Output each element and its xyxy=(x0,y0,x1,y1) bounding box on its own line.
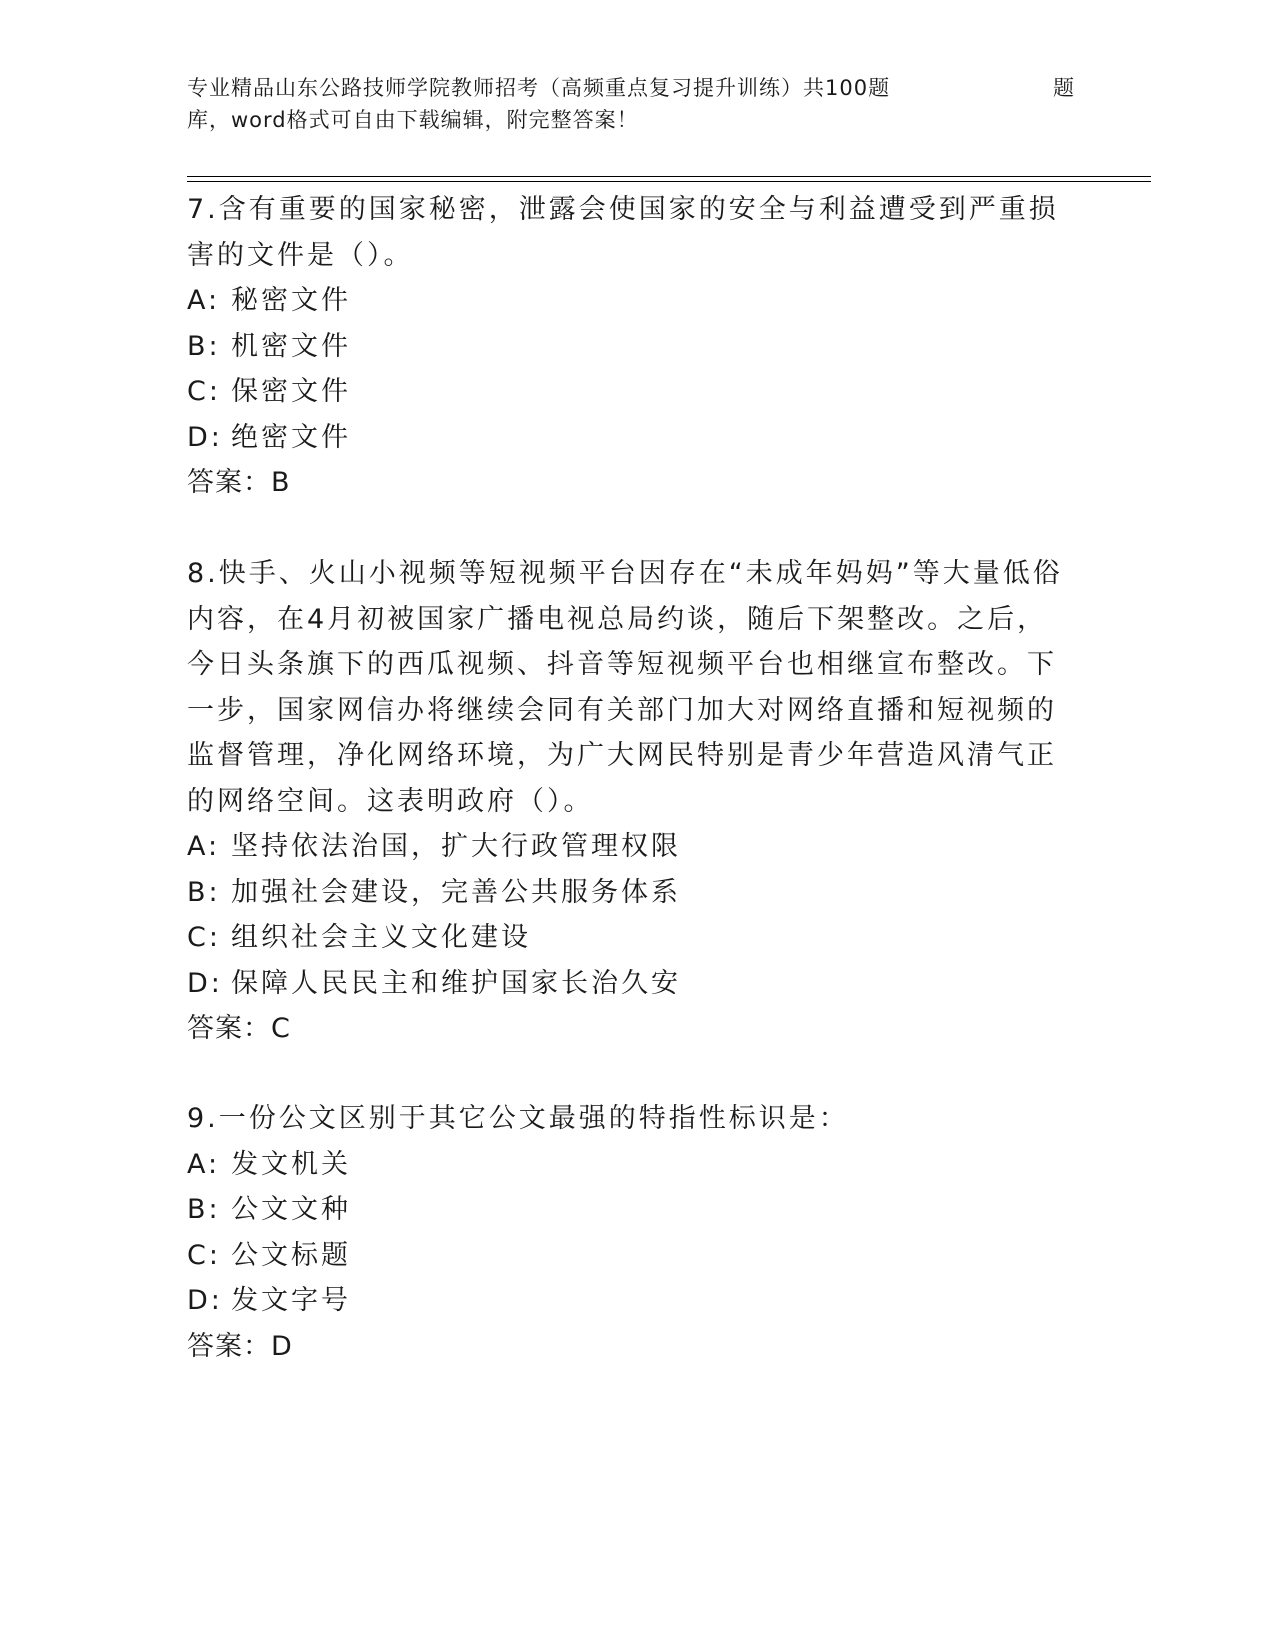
option-d xyxy=(187,415,1067,461)
answer-key: 答案：D xyxy=(187,1330,293,1362)
option-label: A: xyxy=(187,831,221,862)
header-line-1 xyxy=(187,72,1087,104)
page-header xyxy=(187,72,1087,136)
question-8 xyxy=(187,551,1067,1052)
option-text: 公文标题 xyxy=(231,1239,351,1271)
header-title: 专业精品山东公路技师学院教师招考（高频重点复习提升训练）共100题 xyxy=(187,76,891,100)
header-divider-top xyxy=(187,176,1151,177)
option-label: B: xyxy=(187,1194,221,1225)
option-text: 秘密文件 xyxy=(231,285,351,316)
option-label: B: xyxy=(187,330,221,362)
header-title-tail: 题 xyxy=(1053,76,1075,100)
option-text: 绝密文件 xyxy=(231,421,351,453)
option-a xyxy=(187,278,1067,324)
option-text: 保密文件 xyxy=(231,376,351,407)
option-text: 发文字号 xyxy=(231,1285,351,1316)
question-7 xyxy=(187,187,1067,506)
question-stem: 8.快手、火山小视频等短视频平台因存在“未成年妈妈”等大量低俗内容，在4月初被国家广播电视总局约谈，随后下架整改。之后，今日头条旗下的西瓜视频、抖音等短视频平台也相继宣布整改。下一步，国家网信办将继续会同有关部门加大对网络直播和短视频的监督管理，净化网络环境，为广大网民特别是青少年营造风清气正的网络空间。这表明政府（）。 xyxy=(187,558,1063,817)
option-text: 坚持依法治国，扩大行政管理权限 xyxy=(231,831,681,862)
option-a xyxy=(187,824,1067,870)
question-stem: 7.含有重要的国家秘密，泄露会使国家的安全与利益遭受到严重损害的文件是（）。 xyxy=(187,194,1059,271)
option-text: 加强社会建设，完善公共服务体系 xyxy=(231,876,681,908)
header-divider-bottom xyxy=(187,181,1151,182)
option-text: 机密文件 xyxy=(231,330,351,362)
option-d xyxy=(187,1278,1067,1324)
option-label: D: xyxy=(187,421,223,453)
option-label: A: xyxy=(187,285,221,316)
option-a xyxy=(187,1142,1067,1188)
option-text: 保障人民民主和维护国家长治久安 xyxy=(231,967,681,999)
option-c xyxy=(187,915,1067,961)
answer-key: 答案：B xyxy=(187,467,291,498)
option-b xyxy=(187,324,1067,370)
question-stem: 9.一份公文区别于其它公文最强的特指性标识是： xyxy=(187,1103,849,1134)
question-9 xyxy=(187,1096,1067,1369)
option-c xyxy=(187,369,1067,415)
option-label: B: xyxy=(187,876,221,908)
option-label: A: xyxy=(187,1148,221,1180)
option-b xyxy=(187,870,1067,916)
answer-key: 答案：C xyxy=(187,1013,291,1044)
option-d xyxy=(187,961,1067,1007)
option-label: D: xyxy=(187,967,223,999)
option-text: 组织社会主义文化建设 xyxy=(231,922,531,953)
option-b xyxy=(187,1187,1067,1233)
option-text: 公文文种 xyxy=(231,1194,351,1225)
option-label: C: xyxy=(187,922,221,953)
option-label: D: xyxy=(187,1285,223,1316)
header-line-2: 库，word格式可自由下载编辑，附完整答案！ xyxy=(187,108,639,132)
option-text: 发文机关 xyxy=(231,1148,351,1180)
option-c xyxy=(187,1233,1067,1279)
option-label: C: xyxy=(187,1239,221,1271)
option-label: C: xyxy=(187,376,221,407)
